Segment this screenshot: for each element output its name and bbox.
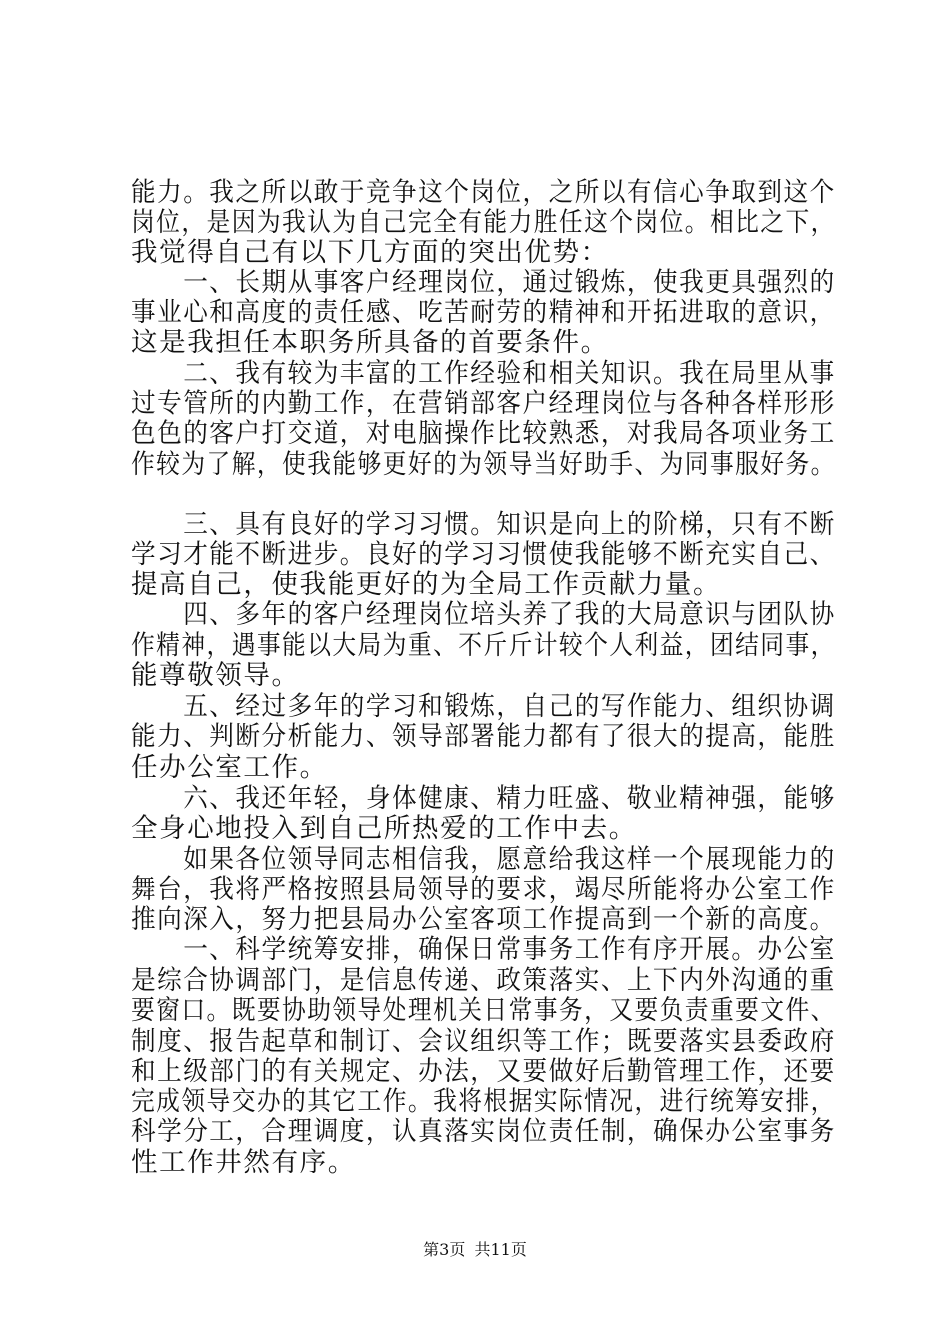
text-line: 制度、报告起草和制订、会议组织等工作；既要落实县委政府 <box>131 1026 836 1057</box>
page-total: 共11页 <box>474 1240 527 1259</box>
text-line: 科学分工，合理调度，认真落实岗位责任制，确保办公室事务 <box>131 1116 836 1147</box>
text-line: 和上级部门的有关规定、办法，又要做好后勤管理工作，还要 <box>131 1056 836 1087</box>
text-line: 六、我还年轻，身体健康、精力旺盛、敬业精神强，能够 <box>131 783 836 814</box>
text-line: 事业心和高度的责任感、吃苦耐劳的精神和开拓进取的意识， <box>131 297 836 328</box>
text-line: 提高自己，使我能更好的为全局工作贡献力量。 <box>131 569 722 600</box>
text-line: 我觉得自己有以下几方面的突出优势： <box>131 237 609 268</box>
text-line: 三、具有良好的学习习惯。知识是向上的阶梯，只有不断 <box>131 509 836 540</box>
text-line: 岗位，是因为我认为自己完全有能力胜任这个岗位。相比之下， <box>131 207 836 238</box>
text-line: 一、科学统筹安排，确保日常事务工作有序开展。办公室 <box>131 934 836 965</box>
text-line: 学习才能不断进步。良好的学习习惯使我能够不断充实自己、 <box>131 539 836 570</box>
text-line: 一、长期从事客户经理岗位，通过锻炼，使我更具强烈的 <box>131 267 836 298</box>
text-line: 作较为了解，使我能够更好的为领导当好助手、为同事服好务。 <box>131 449 836 480</box>
text-line: 四、多年的客户经理岗位培头养了我的大局意识与团队协 <box>131 599 836 630</box>
text-line: 舞台，我将严格按照县局领导的要求，竭尽所能将办公室工作 <box>131 874 836 905</box>
text-line: 任办公室工作。 <box>131 752 328 783</box>
text-line: 性工作井然有序。 <box>131 1147 356 1178</box>
text-line: 能力。我之所以敢于竞争这个岗位，之所以有信心争取到这个 <box>131 177 836 208</box>
text-line: 作精神，遇事能以大局为重、不斤斤计较个人利益，团结同事， <box>131 630 836 661</box>
text-line: 完成领导交办的其它工作。我将根据实际情况，进行统筹安排， <box>131 1086 836 1117</box>
text-line: 过专管所的内勤工作，在营销部客户经理岗位与各种各样形形 <box>131 388 836 419</box>
text-line: 推向深入，努力把县局办公室客项工作提高到一个新的高度。 <box>131 904 836 935</box>
page-number: 第3页 <box>423 1240 466 1259</box>
text-line: 二、我有较为丰富的工作经验和相关知识。我在局里从事 <box>131 358 836 389</box>
text-line: 是综合协调部门，是信息传递、政策落实、上下内外沟通的重 <box>131 965 836 996</box>
text-line: 如果各位领导同志相信我，愿意给我这样一个展现能力的 <box>131 844 836 875</box>
text-line: 能力、判断分析能力、领导部署能力都有了很大的提高，能胜 <box>131 721 836 752</box>
text-line: 全身心地投入到自己所热爱的工作中去。 <box>131 813 637 844</box>
text-line: 这是我担任本职务所具备的首要条件。 <box>131 327 609 358</box>
text-line: 色色的客户打交道，对电脑操作比较熟悉，对我局各项业务工 <box>131 418 836 449</box>
text-line: 能尊敬领导。 <box>131 660 300 691</box>
page-footer <box>0 1240 950 1260</box>
text-line: 五、经过多年的学习和锻炼，自己的写作能力、组织协调 <box>131 691 836 722</box>
text-line: 要窗口。既要协助领导处理机关日常事务，又要负责重要文件、 <box>131 995 836 1026</box>
